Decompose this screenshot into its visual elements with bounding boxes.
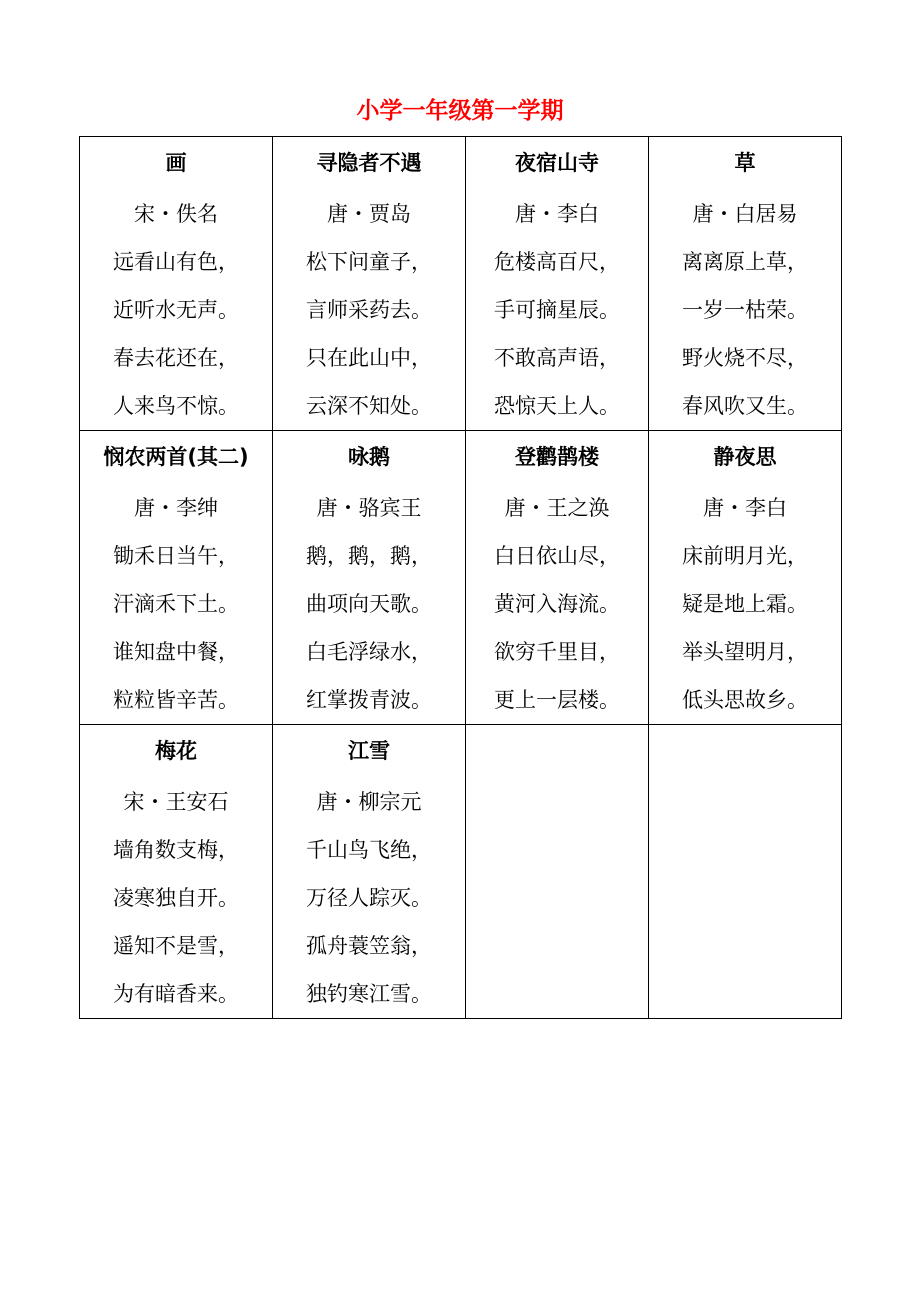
poem-cell [273,725,466,1019]
poem-title: 草 [734,151,756,175]
poem-line: 白毛浮绿水， [306,640,432,664]
poem-title: 悯农两首(其二) [103,445,249,469]
poem-line: 红掌拨青波。 [306,688,432,712]
poem-cell [649,137,842,431]
poem-title: 咏鹅 [348,445,390,469]
page-title: 小学一年级第一学期 [356,98,564,124]
poem-author: 唐・李绅 [134,496,218,520]
poem-author: 宋・王安石 [123,790,229,814]
poem-line: 独钓寒江雪。 [306,982,432,1006]
poem-title: 夜宿山寺 [515,151,599,175]
poem-line: 离离原上草， [682,250,808,274]
poem-line: 曲项向天歌。 [306,592,432,616]
poem-line: 欲穷千里目， [494,640,620,664]
table-row [80,725,842,1019]
poem-cell [466,137,649,431]
poem-line: 低头思故乡。 [682,688,808,712]
poem-line: 孤舟蓑笠翁， [306,934,432,958]
poem-cell [273,431,466,725]
poem-line: 只在此山中， [306,346,432,370]
poem-cell [273,137,466,431]
poem-author: 唐・李白 [703,496,787,520]
poem-line: 危楼高百尺， [494,250,620,274]
poem-line: 为有暗香来。 [113,982,239,1006]
poem-line: 近听水无声。 [113,298,239,322]
poem-line: 汗滴禾下土。 [113,592,239,616]
poem-title: 静夜思 [713,445,777,469]
poem-title: 江雪 [348,739,390,763]
poem-line: 恐惊天上人。 [494,394,620,418]
empty-cell [466,725,649,1019]
poem-author: 唐・白居易 [692,202,798,226]
poem-line: 白日依山尽， [494,544,620,568]
poem-title: 登鹳鹊楼 [515,445,599,469]
poem-author: 唐・骆宾王 [316,496,422,520]
poem-line: 墙角数支梅， [113,838,239,862]
poem-line: 鹅，鹅，鹅， [306,544,432,568]
poem-line: 凌寒独自开。 [113,886,239,910]
poem-line: 手可摘星辰。 [494,298,620,322]
poem-line: 锄禾日当午， [113,544,239,568]
poem-title: 寻隐者不遇 [316,151,422,175]
poem-line: 春去花还在， [113,346,239,370]
poem-line: 野火烧不尽， [682,346,808,370]
poem-author: 唐・贾岛 [327,202,411,226]
poem-line: 言师采药去。 [306,298,432,322]
poem-author: 唐・柳宗元 [316,790,422,814]
poem-line: 黄河入海流。 [494,592,620,616]
poem-author: 宋・佚名 [134,202,218,226]
poem-line: 松下问童子， [306,250,432,274]
empty-cell [649,725,842,1019]
poem-line: 人来鸟不惊。 [113,394,239,418]
table-row [80,431,842,725]
poem-cell [649,431,842,725]
poem-cell [80,431,273,725]
poem-line: 更上一层楼。 [494,688,620,712]
poem-line: 不敢高声语， [494,346,620,370]
poem-title: 画 [165,151,187,175]
poem-line: 远看山有色， [113,250,239,274]
poem-table [79,136,842,1019]
poem-line: 云深不知处。 [306,394,432,418]
poem-line: 春风吹又生。 [682,394,808,418]
poem-line: 疑是地上霜。 [682,592,808,616]
poem-line: 床前明月光， [682,544,808,568]
poem-title: 梅花 [155,739,197,763]
poem-cell [80,137,273,431]
poem-cell [80,725,273,1019]
poem-author: 唐・王之涣 [504,496,610,520]
poem-line: 万径人踪灭。 [306,886,432,910]
poem-line: 一岁一枯荣。 [682,298,808,322]
poem-line: 举头望明月， [682,640,808,664]
poem-line: 千山鸟飞绝， [306,838,432,862]
poem-line: 谁知盘中餐， [113,640,239,664]
table-row [80,137,842,431]
poem-author: 唐・李白 [515,202,599,226]
poem-line: 粒粒皆辛苦。 [113,688,239,712]
poem-line: 遥知不是雪， [113,934,239,958]
poem-cell [466,431,649,725]
